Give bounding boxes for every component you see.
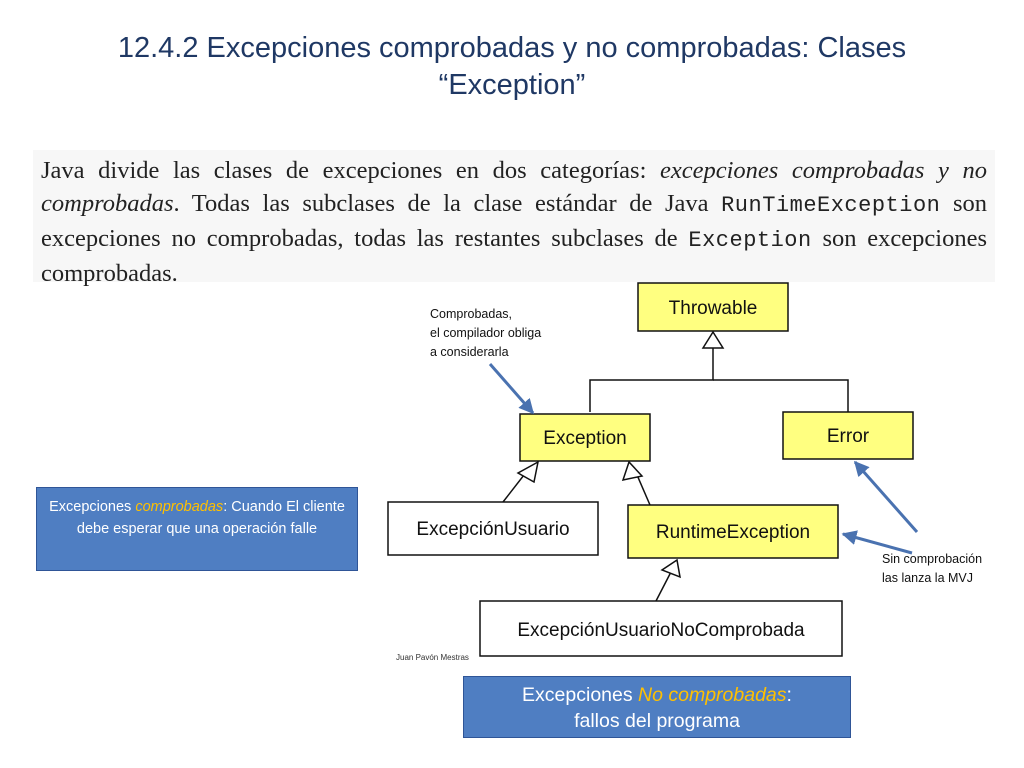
throwable-inheritance-triangle-icon bbox=[703, 332, 723, 348]
intro-code-exception: Exception bbox=[688, 228, 812, 253]
class-excepcionusuario bbox=[388, 502, 598, 555]
note-unchecked-line-2: las lanza la MVJ bbox=[882, 571, 974, 585]
note-unchecked-arrow-to-runtime bbox=[843, 534, 912, 553]
intro-text-4: son excepciones comprobadas. bbox=[41, 225, 987, 287]
note-unchecked-arrow-to-error bbox=[855, 462, 917, 532]
note-checked bbox=[430, 307, 541, 359]
note-unchecked bbox=[882, 552, 982, 585]
class-excepcionusuarionocomprobada-label: ExcepciónUsuarioNoComprobada bbox=[517, 620, 805, 641]
class-throwable-label: Throwable bbox=[668, 298, 758, 319]
callout-checked-emphasis: comprobadas bbox=[135, 499, 224, 515]
note-checked-line-1: Comprobadas, bbox=[430, 307, 512, 321]
callout-checked-pre: Excepciones bbox=[49, 499, 136, 515]
excepcionusuarionocomprobada-to-runtime-line bbox=[656, 570, 672, 601]
callout-unchecked-emphasis: No comprobadas bbox=[638, 684, 787, 706]
callout-unchecked-exceptions bbox=[463, 676, 851, 738]
class-error bbox=[783, 412, 913, 459]
exception-inheritance-triangle-icon-right bbox=[623, 462, 642, 480]
callout-checked-exceptions bbox=[36, 487, 358, 571]
note-checked-line-2: el compilador obliga bbox=[430, 326, 542, 340]
title-line-1: 12.4.2 Excepciones comprobadas y no comprobadas: Clases bbox=[117, 32, 907, 64]
note-unchecked-line-1: Sin comprobación bbox=[882, 552, 983, 566]
error-to-throwable-line bbox=[713, 380, 848, 412]
class-error-label: Error bbox=[826, 426, 870, 447]
class-excepcionusuario-label: ExcepciónUsuario bbox=[416, 519, 570, 540]
callout-unchecked-post: : bbox=[786, 684, 792, 706]
class-exception-label: Exception bbox=[543, 428, 627, 449]
note-checked-arrow bbox=[490, 364, 533, 413]
note-checked-line-3: a considerarla bbox=[430, 345, 509, 359]
callout-checked-post: : Cuando El cliente debe esperar que una operación falle bbox=[76, 499, 345, 537]
class-exception bbox=[520, 414, 650, 461]
intro-text-3: son excepciones no comprobadas, todas las restantes subclases de bbox=[41, 190, 987, 252]
author-credit: Juan Pavón Mestras bbox=[396, 653, 469, 662]
runtime-inheritance-triangle-icon bbox=[662, 560, 680, 577]
class-excepcionusuarionocomprobada bbox=[480, 601, 842, 656]
class-runtimeexception bbox=[628, 505, 838, 558]
intro-text-1: Java divide las clases de excepciones en dos categorías: bbox=[41, 157, 660, 184]
class-runtimeexception-label: RuntimeException bbox=[655, 522, 811, 543]
intro-emphasis: excepciones comprobadas y no comprobadas bbox=[41, 157, 987, 217]
class-throwable bbox=[638, 283, 788, 331]
callout-unchecked-pre: Excepciones bbox=[522, 684, 639, 706]
intro-text-2: . Todas las subclases de la clase estándar de Java bbox=[173, 190, 722, 217]
title-line-2: “Exception” bbox=[438, 69, 586, 101]
callout-unchecked-line-2: fallos del programa bbox=[574, 710, 740, 732]
intro-code-runtimeexception: RunTimeException bbox=[721, 193, 941, 218]
exception-to-throwable-line bbox=[590, 348, 713, 412]
